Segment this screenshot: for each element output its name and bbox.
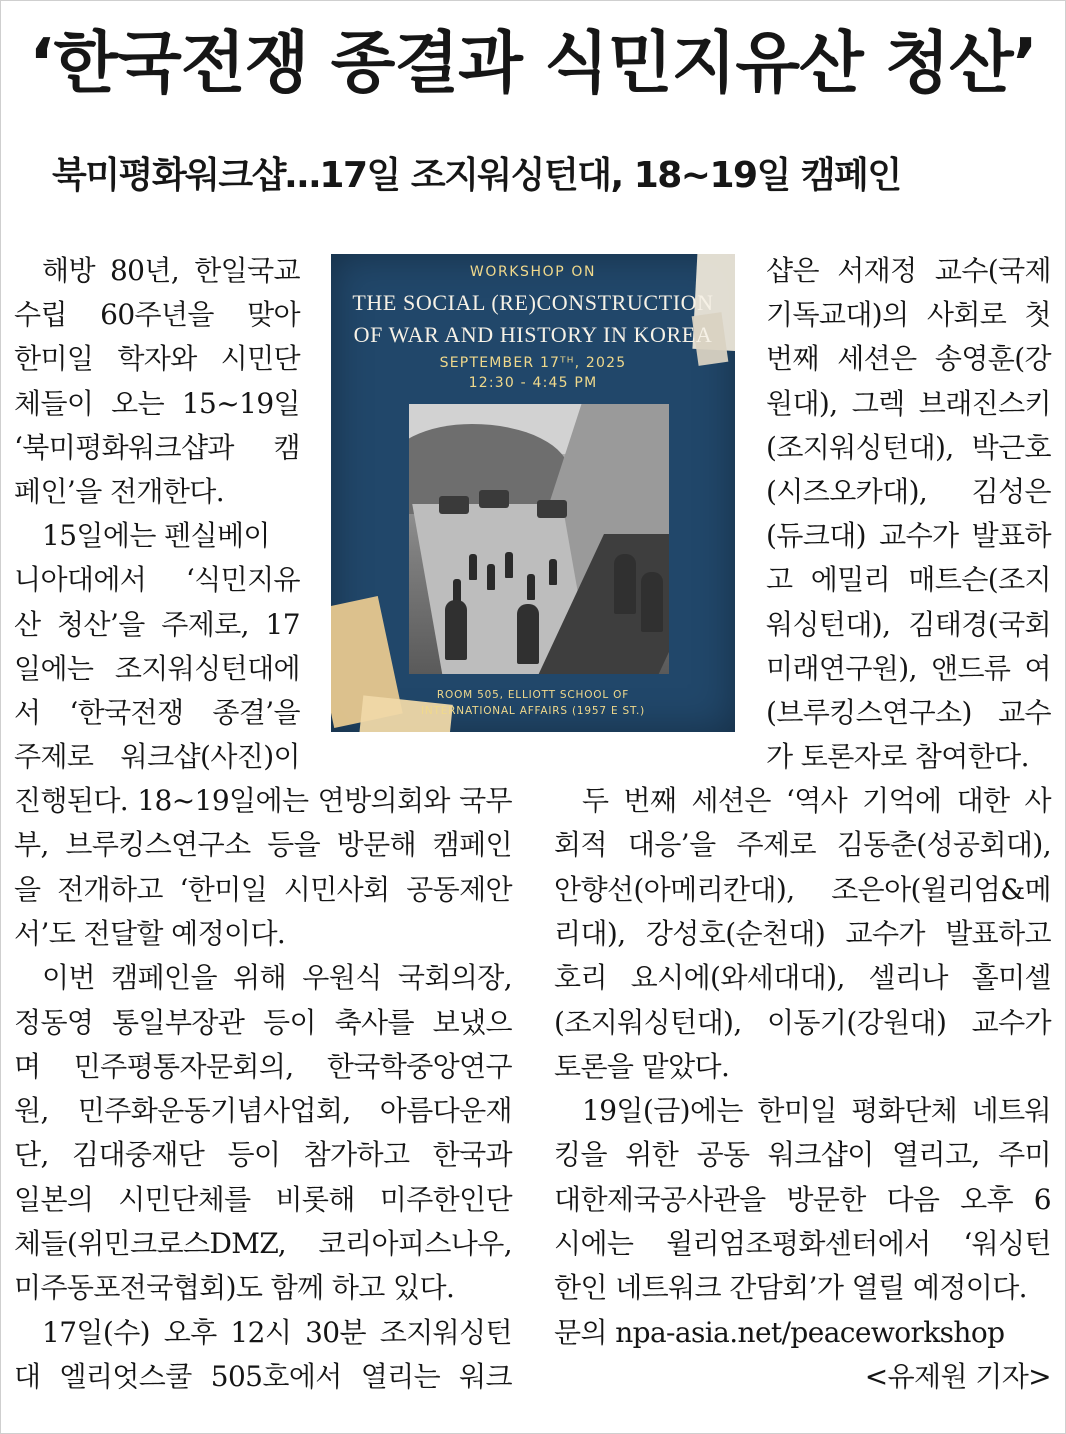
body-text-line: 15일에는 펜실베이 <box>42 519 270 553</box>
body-text-line: 원, 민주화운동기념사업회, 아름다운재 <box>14 1094 512 1128</box>
poster-location-line-2: INTERNATIONAL AFFAIRS (1957 E ST.) <box>421 705 645 717</box>
body-text-line: (듀크대) 교수가 발표하 <box>766 519 1051 553</box>
body-text-line: 서’도 전달할 예정이다. <box>14 916 286 950</box>
body-text-line: 페인’을 전개한다. <box>14 475 225 508</box>
body-text-line: 기독교대)의 사회로 첫 <box>766 298 1051 332</box>
poster-time: 12:30 - 4:45 PM <box>468 375 598 391</box>
body-text-line: 진행된다. 18~19일에는 연방의회와 국무 <box>14 784 512 817</box>
body-text-line: (브루킹스연구소) 교수 <box>766 696 1051 729</box>
body-text-line: 미래연구원), 앤드류 여 <box>766 651 1051 685</box>
body-text-line: 워싱턴대), 김태경(국회 <box>766 607 1051 641</box>
poster-title-line-2: OF WAR AND HISTORY IN KOREA <box>353 322 713 347</box>
body-text-line: 17일(수) 오후 12시 30분 조지워싱턴 <box>42 1315 512 1349</box>
body-text-line: 두 번째 세션은 ‘역사 기억에 대한 사 <box>582 784 1051 817</box>
poster-title-line-1: THE SOCIAL (RE)CONSTRUCTION <box>352 290 714 315</box>
body-text-line: 정동영 통일부장관 등이 축사를 보냈으 <box>14 1005 512 1039</box>
body-text-line: 대한제국공사관을 방문한 다음 오후 6 <box>554 1182 1051 1216</box>
body-text-line: 단, 김대중재단 등이 참가하고 한국과 <box>14 1138 512 1172</box>
body-text-line: 며 민주평통자문회의, 한국학중앙연구 <box>14 1049 512 1083</box>
body-text-line: 샵은 서재정 교수(국제 <box>766 254 1051 287</box>
body-text-line: 원대), 그렉 브래진스키 <box>766 386 1051 420</box>
body-text-line: 19일(금)에는 한미일 평화단체 네트워 <box>582 1094 1051 1128</box>
body-text-line: 수립 60주년을 맞아 <box>14 298 300 332</box>
body-text-line: 대 엘리엇스쿨 505호에서 열리는 워크 <box>14 1359 512 1393</box>
body-text-line: 을 전개하고 ‘한미일 시민사회 공동제안 <box>14 872 512 906</box>
war-photo <box>409 404 669 674</box>
body-text-line: 서 ‘한국전쟁 종결’을 <box>14 696 300 729</box>
body-text-line: <유제원 기자> <box>864 1359 1051 1393</box>
body-text-line: 한인 네트워크 간담회’가 열릴 예정이다. <box>554 1271 1027 1305</box>
body-text-line: 가 토론자로 참여한다. <box>766 740 1029 774</box>
body-text-line: 해방 80년, 한일국교 <box>42 254 300 287</box>
body-text-line: (조지워싱턴대), 이동기(강원대) 교수가 <box>554 1005 1051 1039</box>
body-text-line: 이번 캠페인을 위해 우원식 국회의장, <box>42 961 512 995</box>
body-text-line: 킹을 위한 공동 워크샵이 열리고, 주미 <box>554 1138 1051 1172</box>
body-text-line: 고 에밀리 매트슨(조지 <box>766 563 1051 597</box>
body-text-line: 호리 요시에(와세대대), 셀리나 홀미셀 <box>554 961 1051 995</box>
body-text-line: 토론을 맡았다. <box>554 1049 730 1083</box>
body-text-line: 한미일 학자와 시민단 <box>14 342 300 376</box>
body-text-line: 시에는 윌리엄조평화센터에서 ‘워싱턴 <box>554 1227 1051 1260</box>
body-text-line: 부, 브루킹스연구소 등을 방문해 캠페인 <box>14 828 512 862</box>
headline: ‘한국전쟁 종결과 식민지유산 청산’ <box>29 24 1037 102</box>
body-text-line: 일본의 시민단체를 비롯해 미주한인단 <box>14 1182 512 1216</box>
poster-date: SEPTEMBER 17ᵀᴴ, 2025 <box>439 355 627 371</box>
subheadline: 북미평화워크샵…17일 조지워싱턴대, 18~19일 캠페인 <box>52 155 901 196</box>
body-text-line: 니아대에서 ‘식민지유 <box>14 563 300 597</box>
body-text-line: 문의 npa-asia.net/peaceworkshop <box>554 1315 1005 1349</box>
body-text-line: 번째 세션은 송영훈(강 <box>766 342 1051 376</box>
body-text-line: 일에는 조지워싱턴대에 <box>14 651 300 685</box>
body-text-line: 체들(위민크로스DMZ, 코리아피스나우, <box>14 1227 512 1260</box>
workshop-poster-image <box>331 254 735 732</box>
body-text-line: ‘북미평화워크샵과 캠 <box>14 430 300 464</box>
body-text-line: 체들이 오는 15~19일 <box>14 386 300 420</box>
body-text-line: (시즈오카대), 김성은 <box>766 475 1051 508</box>
body-text-line: 리대), 강성호(순천대) 교수가 발표하고 <box>554 916 1051 950</box>
body-text-line: 산 청산’을 주제로, 17 <box>14 607 300 641</box>
body-text-line: 회적 대응’을 주제로 김동춘(성공회대), <box>554 828 1051 862</box>
body-text-line: 미주동포전국협회)도 함께 하고 있다. <box>14 1271 455 1305</box>
body-text-line: (조지워싱턴대), 박근호 <box>766 430 1051 464</box>
body-text-line: 안향선(아메리칸대), 조은아(윌리엄&메 <box>554 872 1051 906</box>
body-text-line: 주제로 워크샵(사진)이 <box>14 740 300 774</box>
poster-location-line-1: ROOM 505, ELLIOTT SCHOOL OF <box>436 689 630 701</box>
poster-kicker: WORKSHOP ON <box>469 264 597 280</box>
